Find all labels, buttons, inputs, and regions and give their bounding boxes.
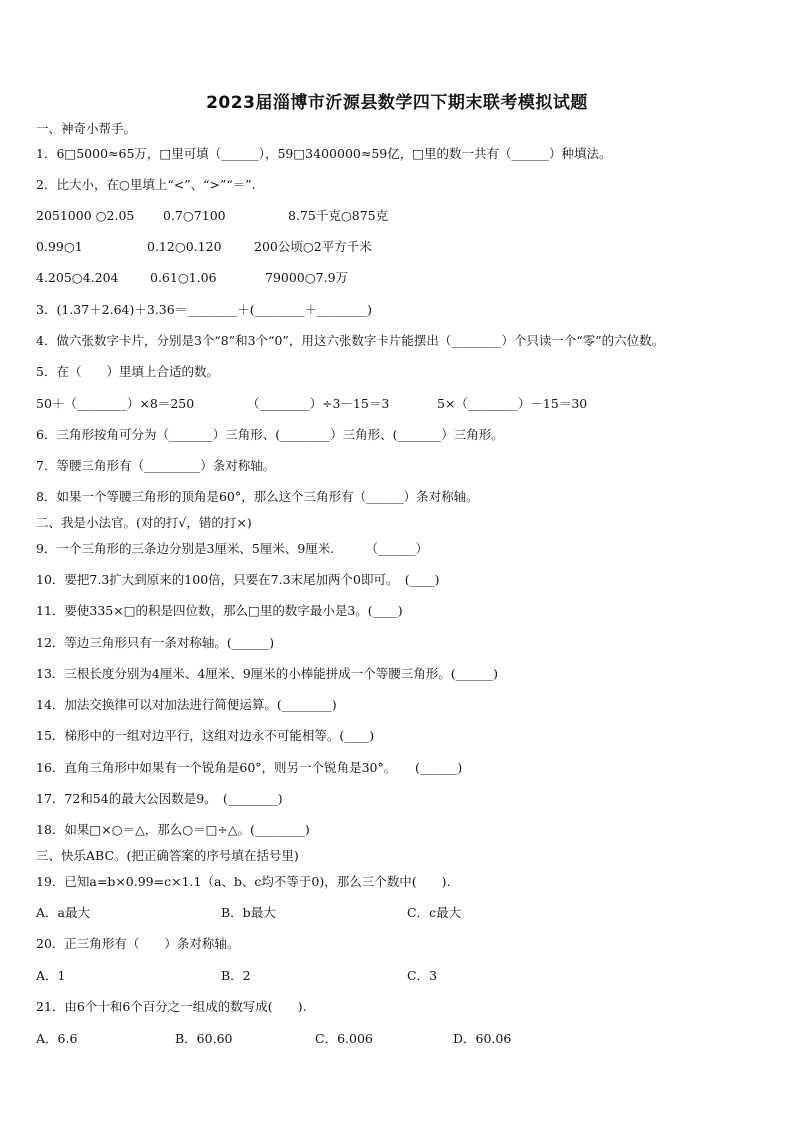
option: B．60.60 [175,1031,233,1046]
option: C．6.006 [315,1031,373,1046]
question-6: 6．三角形按角可分为（_______）三角形、(________）三角形、(_______）三角形。 [36,427,504,442]
compare-item: 0.12○0.120 [147,239,222,254]
option: B．2 [221,968,251,983]
question-18: 18．如果□×○＝△，那么○＝□÷△。(________) [36,822,310,837]
question-20: 20．正三角形有（ ）条对称轴。 [36,936,240,951]
question-2: 2．比大小，在○里填上“<”、“>”“＝”. [36,177,256,192]
question-10: 10．要把7.3扩大到原来的100倍，只要在7.3末尾加两个0即可。 (____) [36,572,440,587]
question-8: 8．如果一个等腰三角形的顶角是60°，那么这个三角形有（______）条对称轴。 [36,489,479,504]
option: C．c最大 [407,905,462,920]
question-3: 3．(1.37＋2.64)＋3.36＝________＋(________＋________) [36,302,372,317]
section-3-heading: 三、快乐ABC。(把正确答案的序号填在括号里) [36,848,299,863]
option: A．a最大 [36,905,90,920]
option: C．3 [407,968,438,983]
fill-item: 5×（________）－15＝30 [437,396,588,411]
question-5: 5．在（ ）里填上合适的数。 [36,364,219,379]
compare-item: 200公顷○2平方千米 [254,239,372,254]
compare-item: 79000○7.9万 [265,270,349,285]
question-14: 14．加法交换律可以对加法进行简便运算。(________) [36,697,337,712]
option: D．60.06 [453,1031,512,1046]
option: B．b最大 [221,905,276,920]
option: A．6.6 [36,1031,78,1046]
question-7: 7．等腰三角形有（_________）条对称轴。 [36,458,276,473]
question-16: 16．直角三角形中如果有一个锐角是60°，则另一个锐角是30°。 (______) [36,760,463,775]
compare-item: 8.75千克○875克 [288,208,389,223]
compare-item: 0.61○1.06 [150,270,217,285]
question-4: 4．做六张数字卡片，分别是3个“8”和3个“0”，用这六张数字卡片能摆出（________）个只读一个“零”的六位数。 [36,333,665,348]
fill-item: （________）÷3－15＝3 [247,396,390,411]
compare-item: 2051000 ○2.05 [36,208,135,223]
section-2-heading: 二、我是小法官。(对的打√，错的打×) [36,515,252,530]
question-17: 17．72和54的最大公因数是9。 (________) [36,791,283,806]
question-1: 1．6□5000≈65万，□里可填（______），59□3400000≈59亿，□里的数一共有（______）种填法。 [36,146,612,161]
section-1-heading: 一、神奇小帮手。 [36,121,137,136]
question-13: 13．三根长度分别为4厘米、4厘米、9厘米的小棒能拼成一个等腰三角形。(______) [36,666,499,681]
option: A．1 [36,968,66,983]
fill-item: 50＋（________）×8＝250 [36,396,195,411]
compare-item: 0.99○1 [36,239,83,254]
question-19: 19．已知a=b×0.99=c×1.1（a、b、c均不等于0)，那么三个数中( ). [36,874,451,889]
question-21: 21．由6个十和6个百分之一组成的数写成( ). [36,999,307,1014]
compare-item: 4.205○4.204 [36,270,119,285]
question-12: 12．等边三角形只有一条对称轴。(______) [36,635,275,650]
question-11: 11．要使335×□的积是四位数，那么□里的数字最小是3。(____) [36,603,403,618]
question-15: 15．梯形中的一组对边平行，这组对边永不可能相等。(____) [36,728,375,743]
page-title: 2023届淄博市沂源县数学四下期末联考模拟试题 [206,93,588,113]
compare-item: 0.7○7100 [163,208,226,223]
question-9: 9．一个三角形的三条边分别是3厘米、5厘米、9厘米. （______） [36,541,429,556]
